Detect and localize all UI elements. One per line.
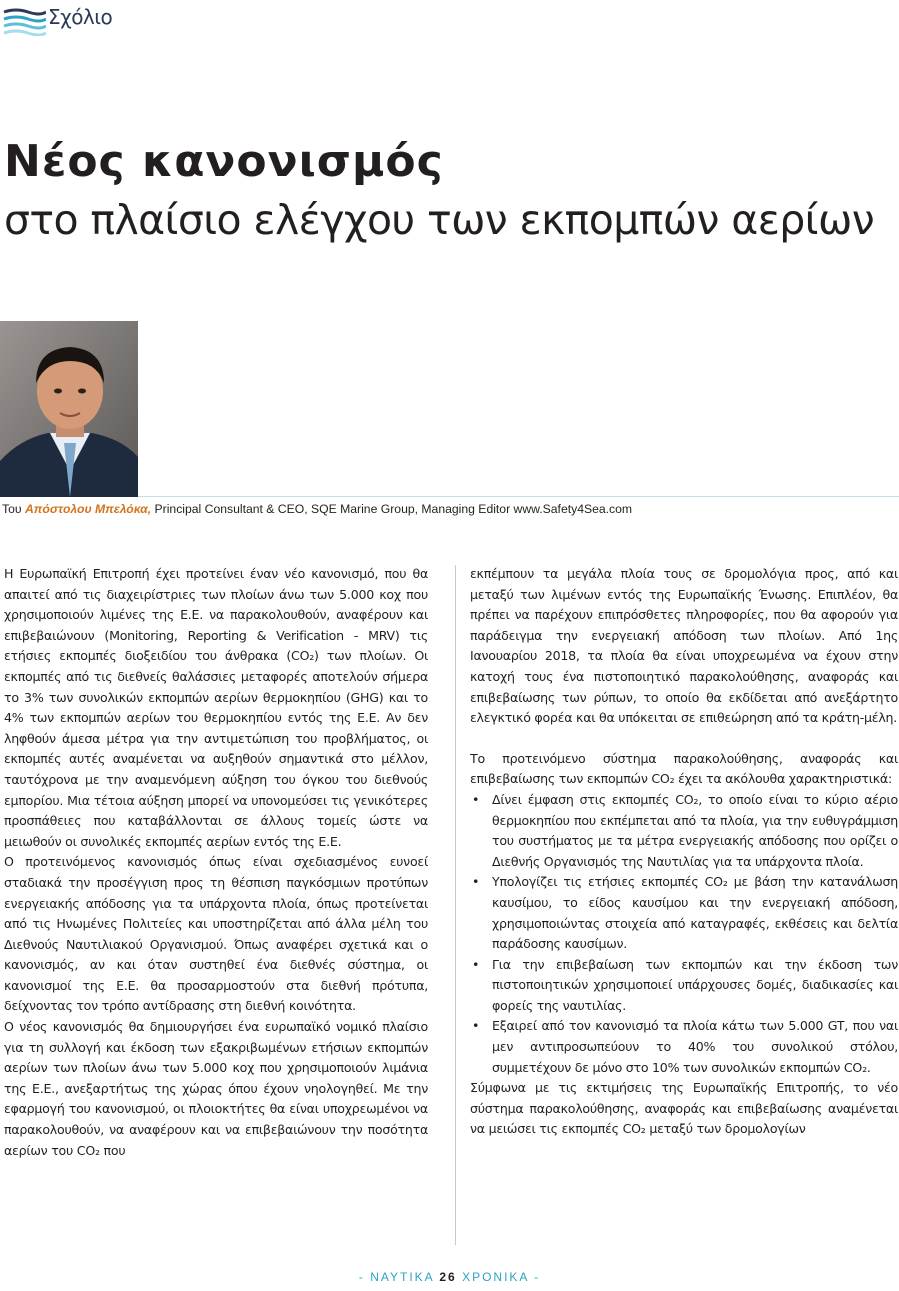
magazine-name-right: ΧΡΟΝΙΚΑ	[462, 1270, 529, 1284]
bullet-icon: •	[472, 791, 480, 807]
article-title: Νέος κανονισμός	[4, 136, 444, 187]
wave-lines-icon	[2, 6, 46, 36]
section-header	[0, 0, 200, 40]
section-label: Σχόλιο	[48, 5, 113, 29]
list-item: • Εξαιρεί από τον κανονισμό τα πλοία κάτω των 5.000 GT, που ναι μεν αντιπροσωπεύουν το 40% του συνολικού στόλου, συμμετέχουν δε μόνο στο 10% των συνολικών εκπομπών CO₂.	[472, 1018, 898, 1075]
feature-list	[470, 790, 898, 1078]
byline	[2, 502, 632, 516]
list-item: • Δίνει έμφαση στις εκπομπές CO₂, το οποίο είναι το κύριο αέριο θερμοκηπίου που εκπέμπεται από τα πλοία, για την ευθυγράμμιση του συστήματος με τα μέτρα ενεργειακής απόδοσης που ορίζει ο Διεθνής Οργανισμός της Ναυτιλίας για τα υπάρχοντα πλοία.	[472, 791, 898, 869]
paragraph: Ο νέος κανονισμός θα δημιουργήσει ένα ευρωπαϊκό νομικό πλαίσιο για τη συλλογή και έκδοση των εξακριβωμένων ετήσιων εκπομπών αερίων των πλοίων άνω των 5.000 κοχ που χρησιμοποιούν λιμάνια της Ε.Ε., ανεξαρτήτως της χώρας όπου έχουν νηολογηθεί. Με την εφαρμογή του κανονισμού, οι πλοιοκτήτες θα είναι υποχρεωμένοι να παρακολουθούν, να αναφέρουν και να επιβεβαιώνουν την ποσότητα αερίων του CO₂ που	[4, 1019, 428, 1158]
paragraph: Ο προτεινόμενος κανονισμός όπως είναι σχεδιασμένος ευνοεί σταδιακά την προσέγγιση προς τη θέσπιση παγκόσμιων προτύπων ενεργειακής απόδοσης για τα υπάρχοντα πλοία, όπως προτείνεται από τις Ηνωμένες Πολιτείες και υποστηρίζεται από άλλα μέλη του Διεθνούς Ναυτιλιακού Οργανισμού. Όπως αναφέρει σχετικά και ο κανονισμός, αν και όταν συστηθεί ένα διεθνές σύστημα, οι κανονισμοί της Ε.Ε. θα προσαρμοστούν στα διεθνή πρότυπα, δείχνοντας τον τρόπο αντίδρασης στη διεθνή κοινότητα.	[4, 854, 428, 1014]
paragraph: Το προτεινόμενο σύστημα παρακολούθησης, αναφοράς και επιβεβαίωσης των εκπομπών CO₂ έχει τα ακόλουθα χαρακτηριστικά:	[470, 750, 898, 787]
page-number: 26	[439, 1270, 457, 1284]
byline-divider	[138, 496, 899, 497]
bullet-icon: •	[472, 874, 480, 890]
byline-prefix: Του	[2, 502, 22, 516]
list-item: • Για την επιβεβαίωση των εκπομπών και την έκδοση των πιστοποιητικών χρησιμοποιεί υπάρχουσες δομές, διαδικασίες και φορείς της ναυτιλίας.	[472, 956, 898, 1013]
footer-dash: -	[358, 1270, 365, 1284]
column-divider	[455, 565, 456, 1245]
page-footer	[0, 1270, 899, 1284]
paragraph: Σύμφωνα με τις εκτιμήσεις της Ευρωπαϊκής Επιτροπής, το νέο σύστημα παρακολούθησης, αναφοράς και επιβεβαίωσης αναμένεται να μειώσει τις εκπομπές CO₂ μεταξύ των δρομολογίων	[470, 1080, 898, 1137]
paragraph: εκπέμπουν τα μεγάλα πλοία τους σε δρομολόγια προς, από και μεταξύ των λιμένων εντός της Ευρωπαϊκής Ένωσης. Επιπλέον, θα πρέπει να παρέχουν επιπρόσθετες πληροφορίες, που θα αφορούν για παράδειγμα την ενεργειακή απόδοση των πλοίων. Από 1ης Ιανουαρίου 2018, τα πλοία θα είναι υποχρεωμένα να έχουν στην κατοχή τους ένα πιστοποιητικό παρακολούθησης, αναφοράς και επιβεβαίωσης των ρύπων, το οποίο θα εκδίδεται από ανεξάρτητο ελεγκτικό φορέα και θα υπόκειται σε επιθεώρηση από τα κράτη-μέλη.	[470, 566, 898, 726]
author-photo	[0, 321, 138, 497]
article-subtitle: στο πλαίσιο ελέγχου των εκπομπών αερίων	[4, 196, 874, 244]
magazine-name-left: ΝΑΥΤΙΚΑ	[370, 1270, 435, 1284]
paragraph: Η Ευρωπαϊκή Επιτροπή έχει προτείνει έναν νέο κανονισμό, που θα απαιτεί από τις διαχειρίστριες των πλοίων άνω των 5.000 κοχ που χρησιμοποιούν λιμένες της Ε.Ε. να παρακολουθούν, αναφέρουν και επιβεβαιώνουν (Monitoring, Reporting & Verification - MRV) τις ετήσιες εκπομπές διοξειδίου του άνθρακα (CO₂) των πλοίων. Οι εκπομπές από τις διεθνείς θαλάσσιες μεταφορές αποτελούν σήμερα το 3% των συνολικών εκπομπών αερίων θερμοκηπίου (GHG) και το 4% των εκπομπών αερίων του θερμοκηπίου εντός της Ε.Ε. Αν δεν ληφθούν άμεσα μέτρα για την αντιμετώπιση του προβλήματος, οι εκπομπές αυτές αναμένεται να αυξηθούν σημαντικά στο μέλλον, ταυτόχρονα με την αναμενόμενη αύξηση του όγκου του διεθνούς εμπορίου. Μια τέτοια αύξηση μπορεί να υπονομεύσει τις γενικότερες προσπάθειες που καταβάλλονται σε άλλους τομείς ώστε να μειωθούν οι συνολικές εκπομπές αερίων εντός της Ε.Ε.	[4, 566, 428, 849]
article-column-right	[470, 564, 898, 1140]
bullet-icon: •	[472, 1018, 480, 1034]
article-column-left	[4, 564, 428, 1161]
author-role: Principal Consultant & CEO, SQE Marine Group, Managing Editor www.Safety4Sea.com	[154, 502, 633, 516]
bullet-icon: •	[472, 956, 480, 972]
list-item: • Υπολογίζει τις ετήσιες εκπομπές CO₂ με βάση την κατανάλωση καυσίμου, το είδος καυσίμου και την ενεργειακή απόδοση, χρησιμοποιώντας στοιχεία από καταγραφές, εκθέσεις και δελτία παράδοσης καυσίμων.	[472, 874, 898, 952]
author-name: Απόστολου Μπελόκα,	[24, 502, 152, 516]
footer-dash: -	[534, 1270, 541, 1284]
